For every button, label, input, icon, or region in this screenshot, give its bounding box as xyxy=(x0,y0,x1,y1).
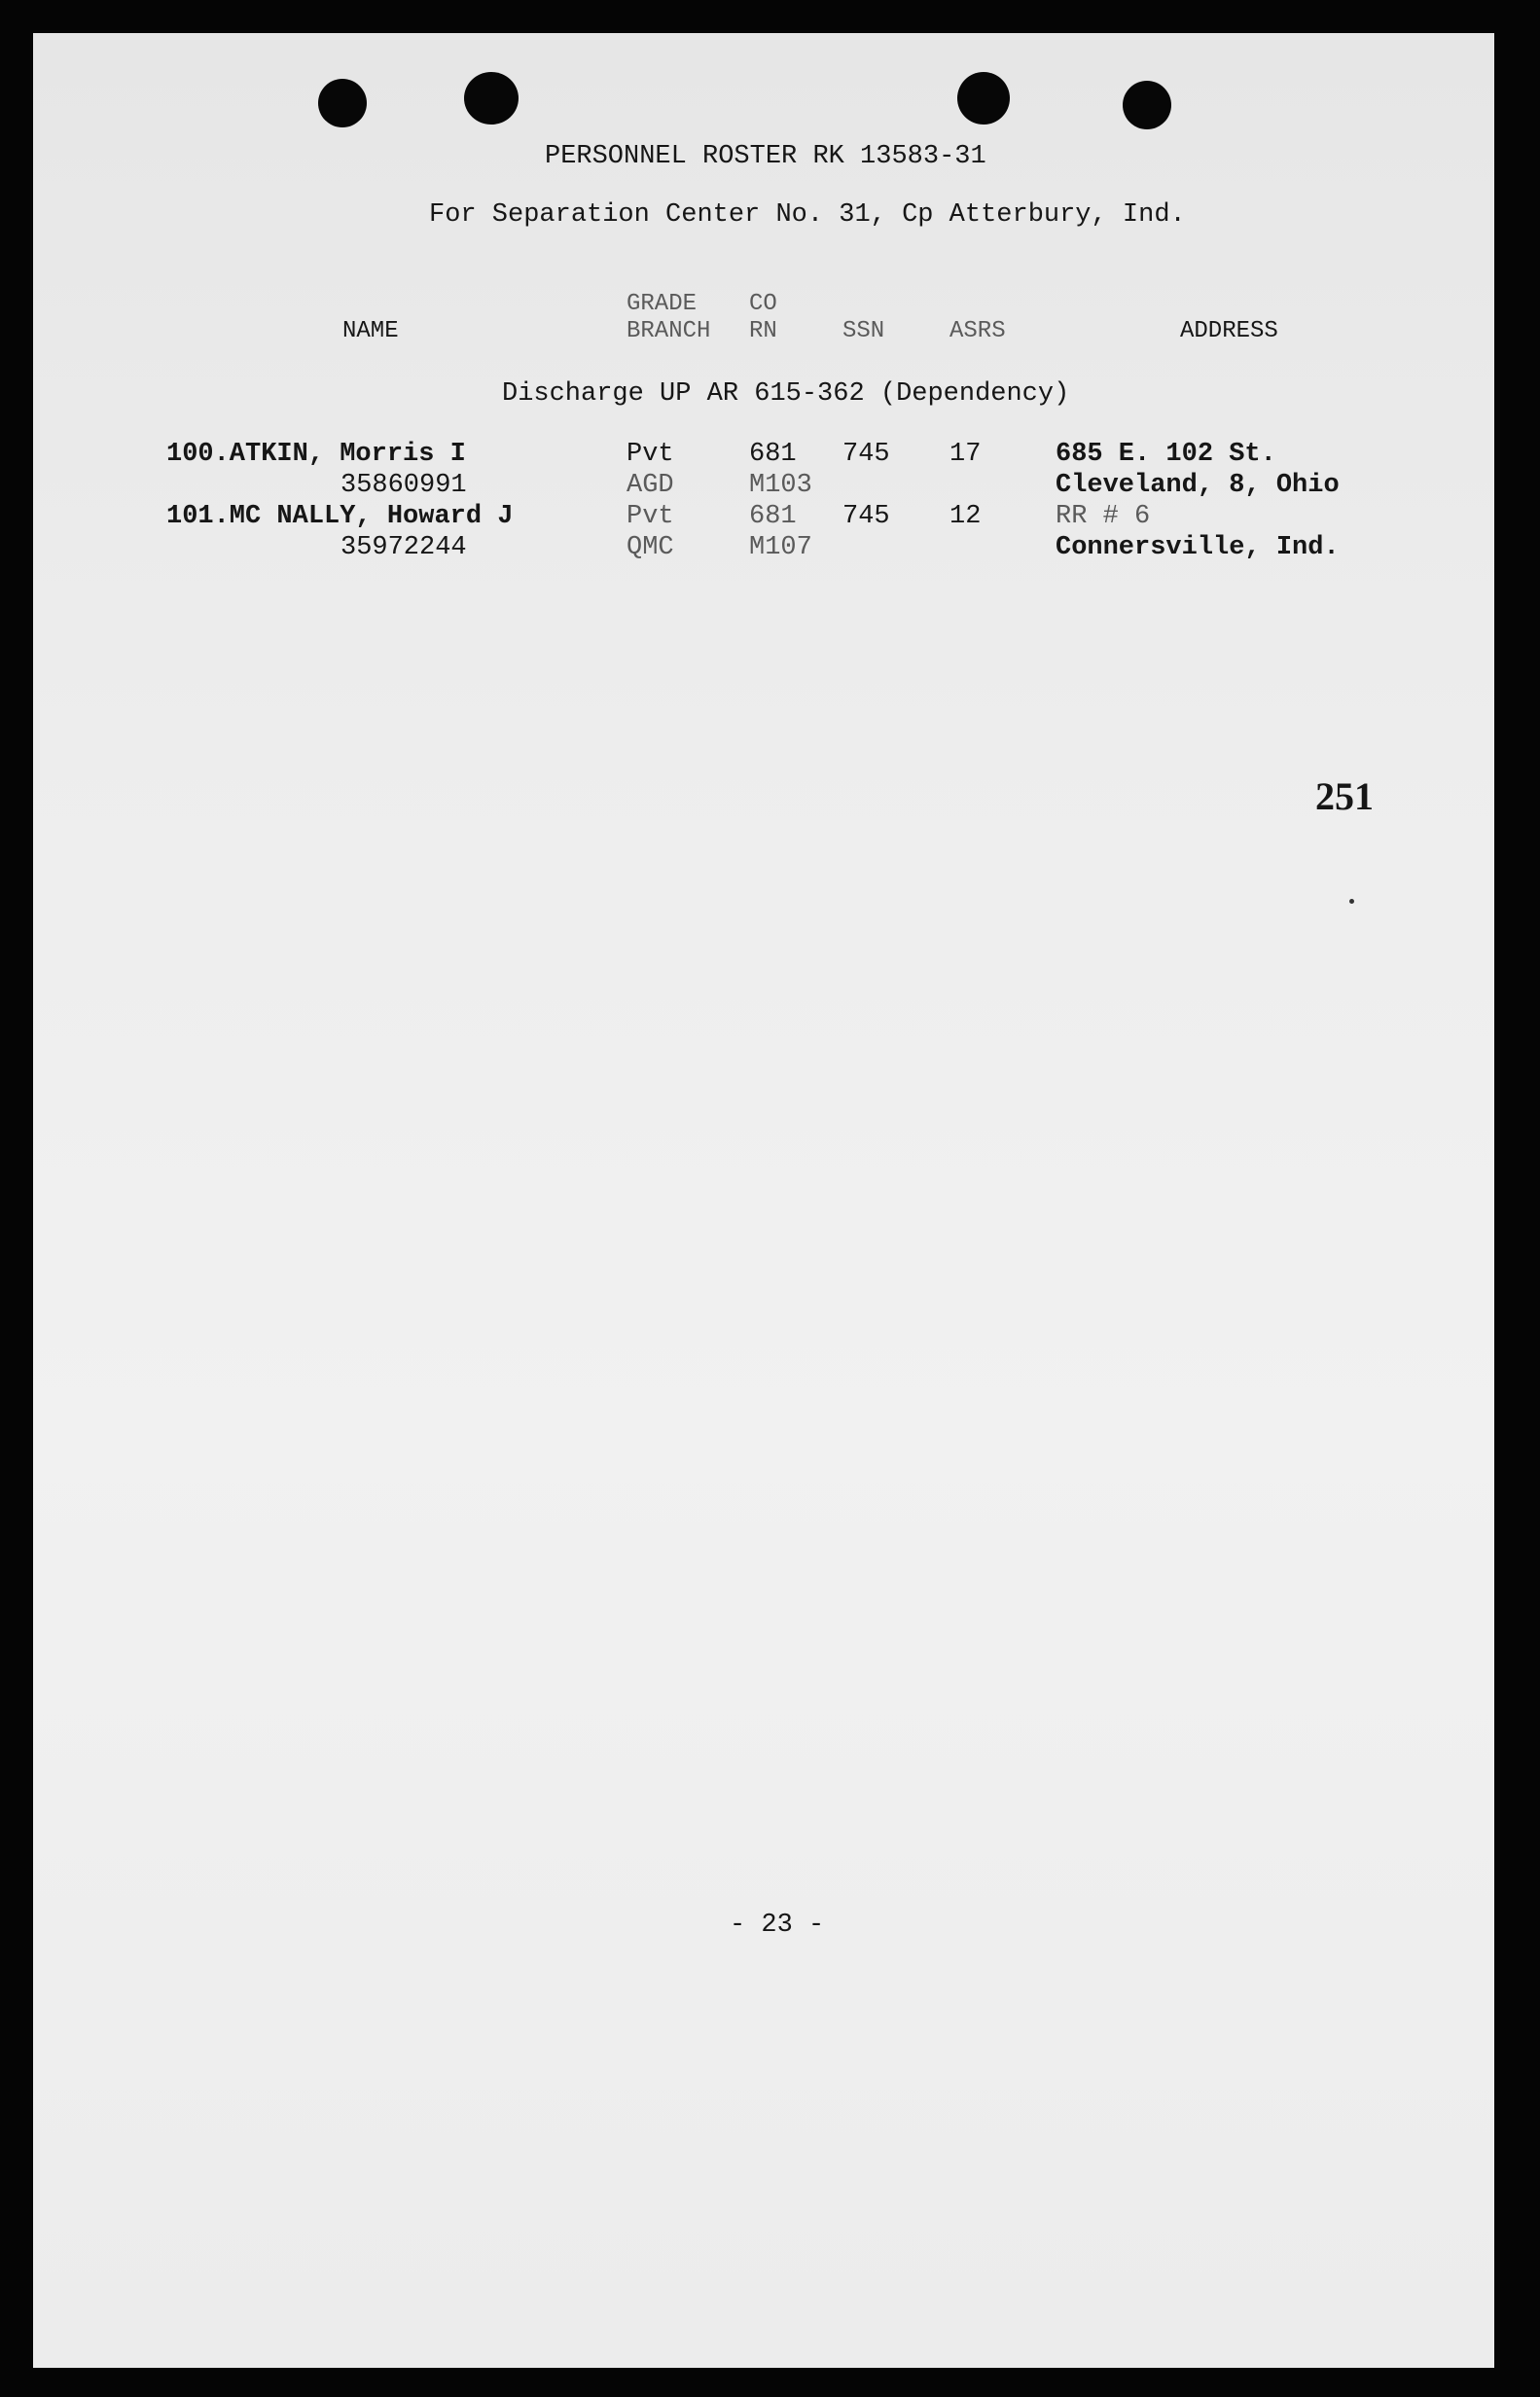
punch-hole xyxy=(957,72,1010,125)
section-title: Discharge UP AR 615-362 (Dependency) xyxy=(502,379,1070,409)
document-page xyxy=(33,33,1494,2368)
record-co: 681 xyxy=(749,502,797,531)
record-grade: Pvt xyxy=(627,502,674,531)
record-address-line1: RR # 6 xyxy=(1056,502,1151,531)
record-address-line2: Cleveland, 8, Ohio xyxy=(1056,471,1340,500)
record-name: 101.MC NALLY, Howard J xyxy=(166,502,514,531)
record-asrs: 12 xyxy=(949,502,982,531)
column-header-co: CO xyxy=(749,291,777,317)
record-grade: Pvt xyxy=(627,440,674,469)
punch-hole xyxy=(318,79,367,127)
column-header-grade: GRADE xyxy=(627,291,698,317)
speck-mark xyxy=(1349,899,1354,904)
stamp-number: 251 xyxy=(1315,774,1374,818)
record-ssn: 745 xyxy=(842,440,890,469)
record-address-line2: Connersville, Ind. xyxy=(1056,533,1340,562)
punch-hole xyxy=(1123,81,1171,129)
record-rn: M103 xyxy=(749,471,812,500)
column-header-asrs: ASRS xyxy=(949,318,1006,344)
record-ssn: 745 xyxy=(842,502,890,531)
column-header-address: ADDRESS xyxy=(1180,318,1278,344)
record-address-line1: 685 E. 102 St. xyxy=(1056,440,1276,469)
column-header-rn: RN xyxy=(749,318,777,344)
punch-hole xyxy=(464,72,519,125)
page-title: PERSONNEL ROSTER RK 13583-31 xyxy=(545,142,986,171)
page-number: - 23 - xyxy=(730,1911,825,1940)
record-serial: 35860991 xyxy=(340,471,467,500)
record-name: 100.ATKIN, Morris I xyxy=(166,440,466,469)
record-serial: 35972244 xyxy=(340,533,467,562)
record-co: 681 xyxy=(749,440,797,469)
column-header-name: NAME xyxy=(342,318,399,344)
record-asrs: 17 xyxy=(949,440,982,469)
record-branch: AGD xyxy=(627,471,674,500)
column-header-ssn: SSN xyxy=(842,318,885,344)
page-subtitle: For Separation Center No. 31, Cp Atterbury, Ind. xyxy=(429,200,1186,230)
record-branch: QMC xyxy=(627,533,674,562)
record-rn: M107 xyxy=(749,533,812,562)
column-header-branch: BRANCH xyxy=(627,318,711,344)
